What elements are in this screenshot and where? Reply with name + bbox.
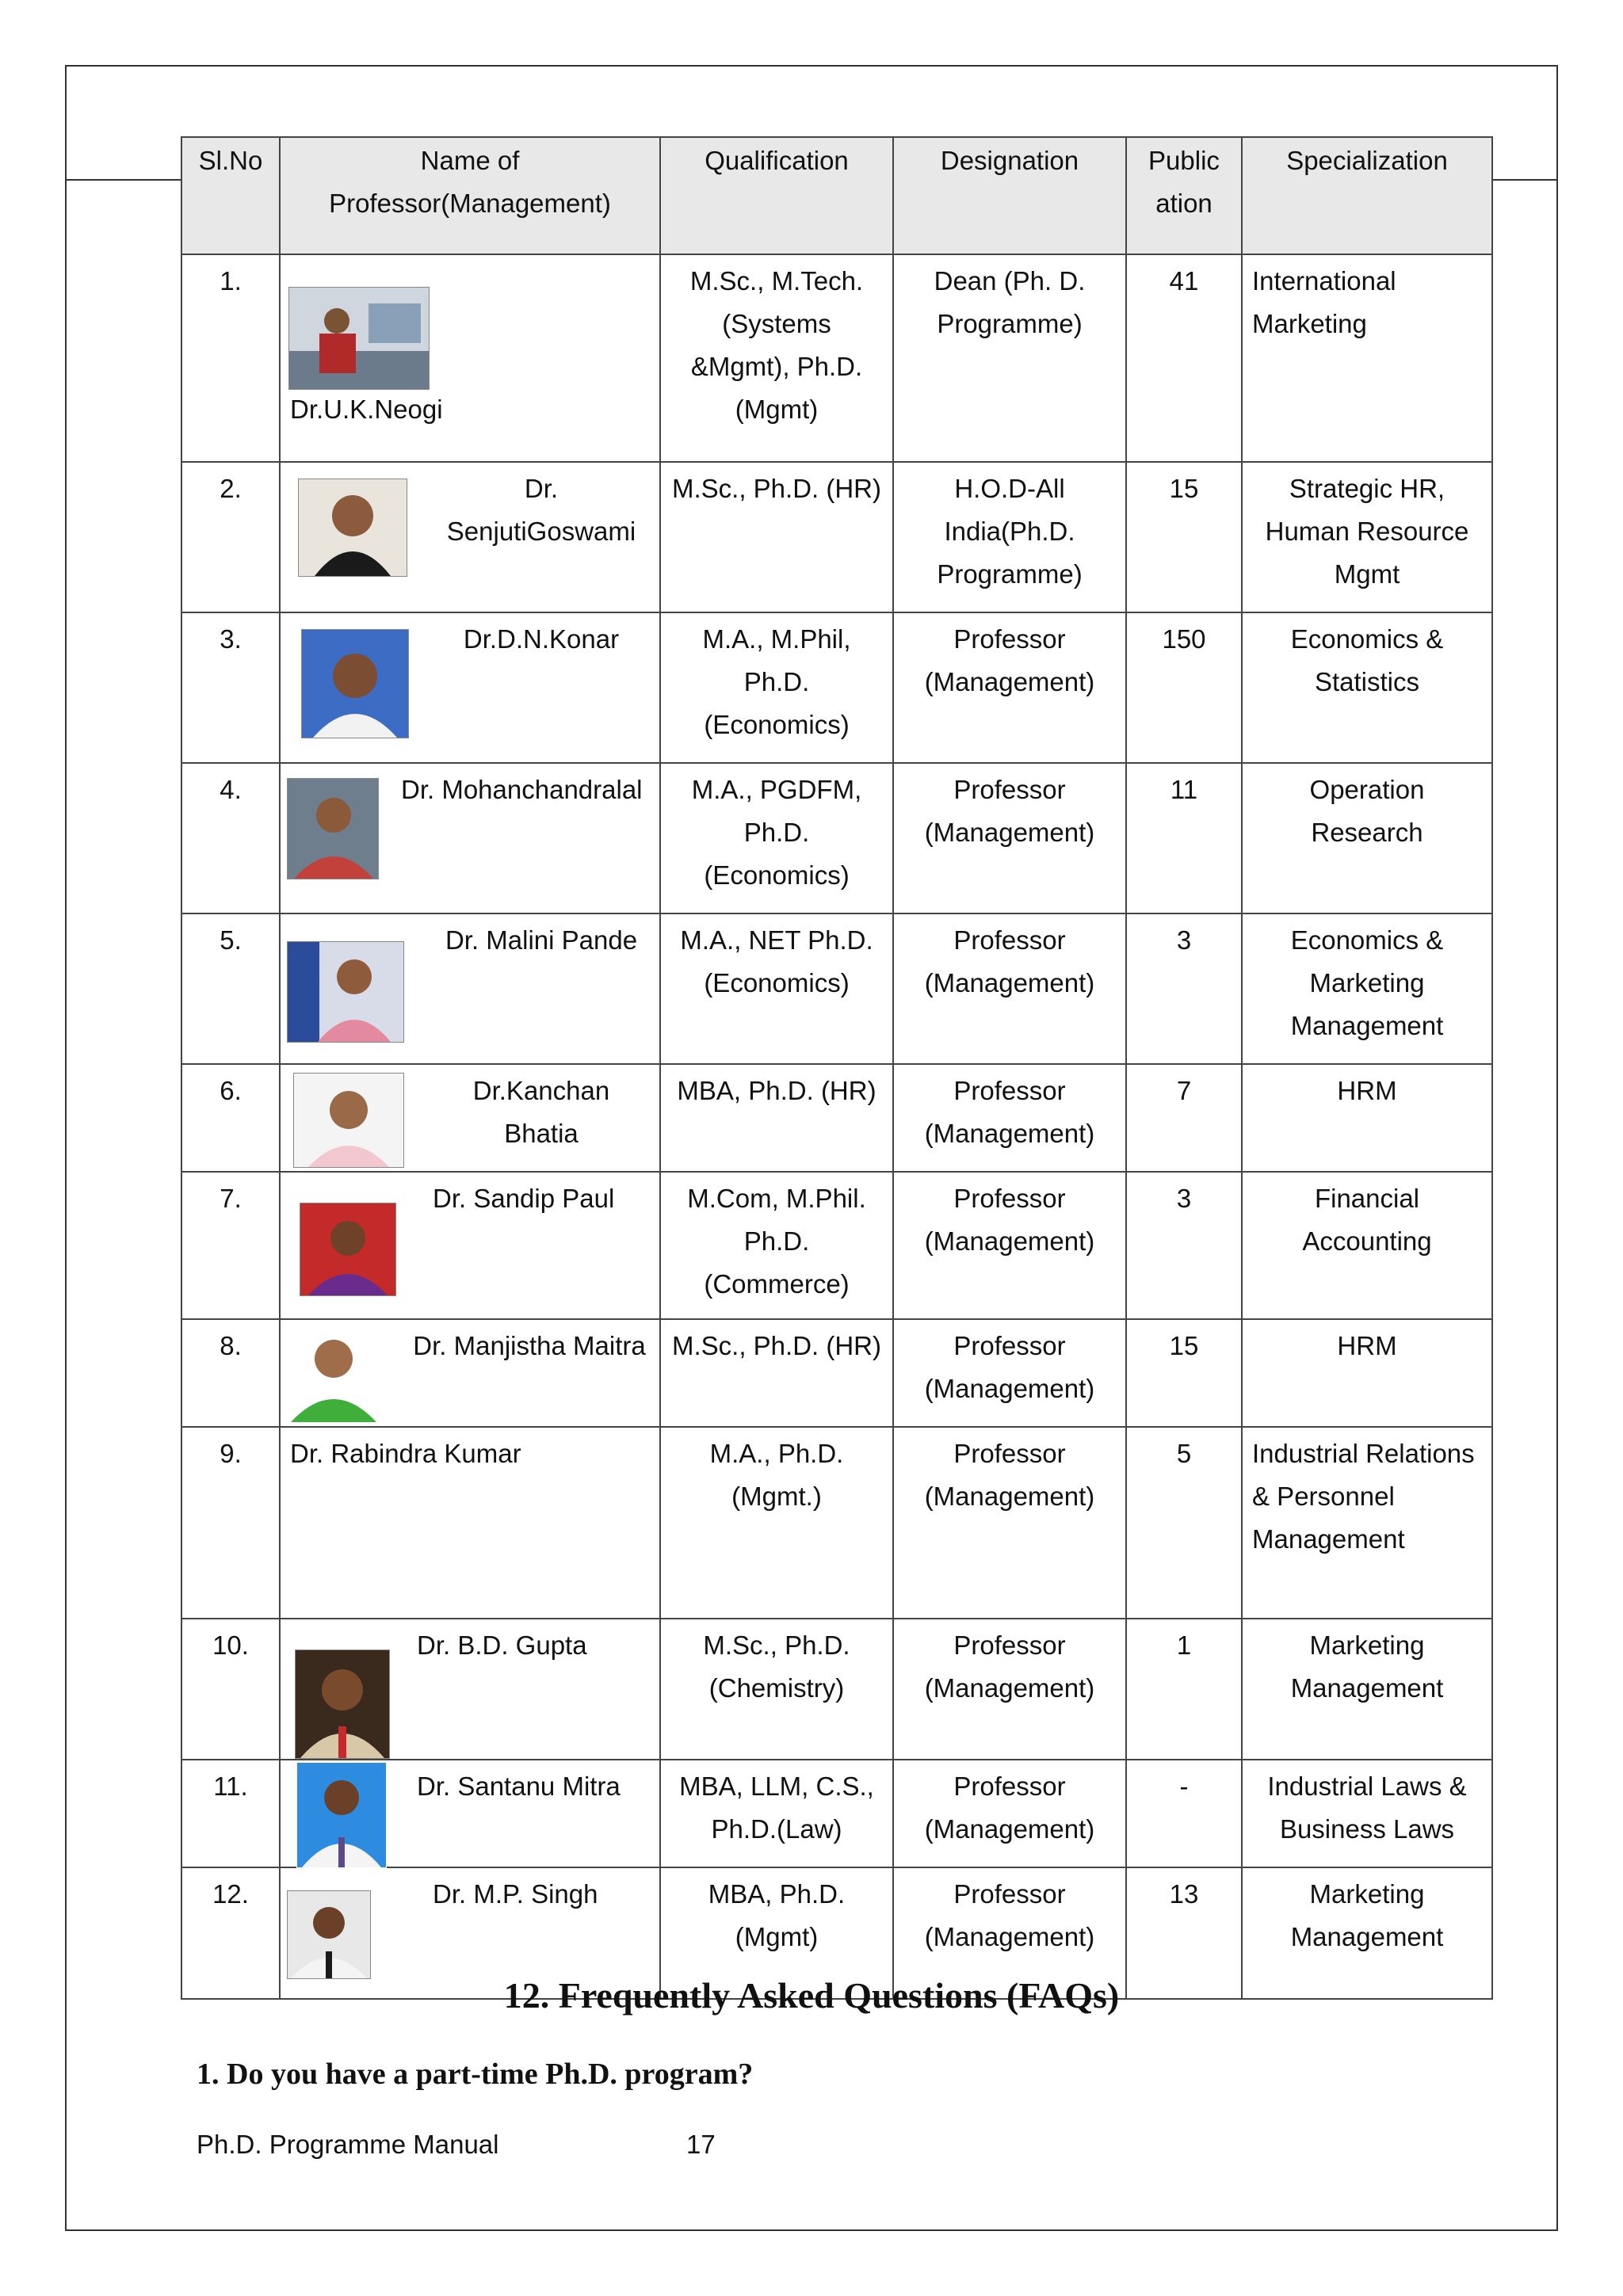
- professor-name: Dr. SenjutiGoswami: [446, 474, 636, 546]
- row-qualification: MBA, Ph.D. (Mgmt): [660, 1867, 893, 1999]
- row-sl: 5.: [181, 913, 280, 1064]
- row-sl: 4.: [181, 763, 280, 913]
- professor-name: Dr.Kanchan Bhatia: [472, 1076, 610, 1148]
- row-designation: Dean (Ph. D. Programme): [893, 254, 1126, 462]
- professor-name: Dr. Sandip Paul: [433, 1184, 615, 1213]
- row-publication: 3: [1126, 1172, 1242, 1319]
- row-name-cell: [280, 612, 660, 763]
- row-qualification: M.Sc., Ph.D. (HR): [660, 1319, 893, 1427]
- header-specialization: Specialization: [1242, 137, 1492, 254]
- row-qualification: MBA, Ph.D. (HR): [660, 1064, 893, 1172]
- professor-name: Dr. Malini Pande: [445, 925, 638, 955]
- professor-photo: [298, 479, 407, 577]
- faculty-table: [181, 136, 1493, 2000]
- table-row: [181, 763, 1492, 913]
- row-specialization: International Marketing: [1242, 254, 1492, 462]
- row-sl: 9.: [181, 1427, 280, 1619]
- table-row: [181, 1619, 1492, 1760]
- row-name-cell: [280, 1319, 660, 1427]
- professor-photo: [293, 1073, 404, 1168]
- row-designation: Professor (Management): [893, 1427, 1126, 1619]
- professor-photo: [296, 1762, 387, 1868]
- professor-photo: [287, 941, 404, 1043]
- professor-name: Dr. M.P. Singh: [433, 1879, 598, 1909]
- row-publication: 5: [1126, 1427, 1242, 1619]
- row-name-cell: [280, 1172, 660, 1319]
- row-qualification: M.Sc., M.Tech. (Systems &Mgmt), Ph.D. (Mgmt): [660, 254, 893, 462]
- row-qualification: M.A., Ph.D. (Mgmt.): [660, 1427, 893, 1619]
- row-sl: 12.: [181, 1867, 280, 1999]
- row-qualification: M.Sc., Ph.D. (Chemistry): [660, 1619, 893, 1760]
- row-specialization: Strategic HR, Human Resource Mgmt: [1242, 462, 1492, 612]
- row-name-cell: [280, 1064, 660, 1172]
- row-designation: Professor (Management): [893, 1064, 1126, 1172]
- table-header: [181, 137, 1492, 254]
- row-specialization: Marketing Management: [1242, 1619, 1492, 1760]
- row-qualification: M.A., M.Phil, Ph.D. (Economics): [660, 612, 893, 763]
- professor-photo: [288, 287, 430, 390]
- professor-photo: [301, 629, 409, 738]
- header-qualification: Qualification: [660, 137, 893, 254]
- professor-name: Dr. Mohanchandralal: [401, 775, 643, 804]
- row-specialization: Operation Research: [1242, 763, 1492, 913]
- row-sl: 7.: [181, 1172, 280, 1319]
- row-name-cell: [280, 1760, 660, 1867]
- row-sl: 11.: [181, 1760, 280, 1867]
- row-sl: 6.: [181, 1064, 280, 1172]
- table-row: [181, 254, 1492, 462]
- row-publication: 3: [1126, 913, 1242, 1064]
- row-specialization: Economics & Statistics: [1242, 612, 1492, 763]
- row-sl: 3.: [181, 612, 280, 763]
- footer-page-number: 17: [686, 2130, 716, 2159]
- professor-photo: [287, 1323, 385, 1423]
- professor-name: Dr. Rabindra Kumar: [290, 1439, 521, 1468]
- row-name-cell: [280, 1427, 660, 1619]
- header-publication: Public ation: [1126, 137, 1242, 254]
- row-specialization: Industrial Laws & Business Laws: [1242, 1760, 1492, 1867]
- row-name-cell: [280, 462, 660, 612]
- table-row: [181, 612, 1492, 763]
- row-publication: 7: [1126, 1064, 1242, 1172]
- professor-photo: [287, 778, 379, 879]
- header-row: [181, 137, 1492, 254]
- footer-manual-title: Ph.D. Programme Manual: [197, 2130, 499, 2159]
- row-name-cell: [280, 913, 660, 1064]
- professor-photo: [300, 1203, 396, 1296]
- row-specialization: Financial Accounting: [1242, 1172, 1492, 1319]
- header-name: Name of Professor(Management): [280, 137, 660, 254]
- professor-name: Dr.U.K.Neogi: [290, 395, 443, 424]
- row-designation: Professor (Management): [893, 1319, 1126, 1427]
- row-qualification: M.A., NET Ph.D. (Economics): [660, 913, 893, 1064]
- row-designation: H.O.D-All India(Ph.D. Programme): [893, 462, 1126, 612]
- row-publication: 11: [1126, 763, 1242, 913]
- professor-name: Dr. Santanu Mitra: [417, 1772, 621, 1801]
- table-row: [181, 1319, 1492, 1427]
- row-specialization: Marketing Management: [1242, 1867, 1492, 1999]
- row-publication: 15: [1126, 462, 1242, 612]
- row-name-cell: [280, 763, 660, 913]
- row-specialization: HRM: [1242, 1319, 1492, 1427]
- row-sl: 10.: [181, 1619, 280, 1760]
- row-designation: Professor (Management): [893, 1619, 1126, 1760]
- table-row: [181, 1064, 1492, 1172]
- row-designation: Professor (Management): [893, 612, 1126, 763]
- row-name-cell: [280, 254, 660, 462]
- professor-photo: [287, 1890, 371, 1979]
- professor-name: Dr.D.N.Konar: [463, 624, 620, 654]
- professor-name: Dr. B.D. Gupta: [417, 1630, 587, 1660]
- row-specialization: Economics & Marketing Management: [1242, 913, 1492, 1064]
- faq-section-title: 12. Frequently Asked Questions (FAQs): [503, 1975, 1120, 2016]
- header-slno: Sl.No: [181, 137, 280, 254]
- row-designation: Professor (Management): [893, 1172, 1126, 1319]
- table-row: [181, 1427, 1492, 1619]
- faq-question: 1. Do you have a part-time Ph.D. program?: [197, 2058, 754, 2091]
- row-sl: 2.: [181, 462, 280, 612]
- row-publication: 1: [1126, 1619, 1242, 1760]
- row-specialization: HRM: [1242, 1064, 1492, 1172]
- table-row: [181, 462, 1492, 612]
- table-row: [181, 1760, 1492, 1867]
- row-qualification: M.Com, M.Phil. Ph.D. (Commerce): [660, 1172, 893, 1319]
- row-designation: Professor (Management): [893, 1760, 1126, 1867]
- row-qualification: M.Sc., Ph.D. (HR): [660, 462, 893, 612]
- professor-photo: [295, 1650, 390, 1759]
- row-publication: 150: [1126, 612, 1242, 763]
- row-sl: 8.: [181, 1319, 280, 1427]
- row-designation: Professor (Management): [893, 913, 1126, 1064]
- row-designation: Professor (Management): [893, 1867, 1126, 1999]
- row-designation: Professor (Management): [893, 763, 1126, 913]
- row-qualification: MBA, LLM, C.S., Ph.D.(Law): [660, 1760, 893, 1867]
- row-specialization: Industrial Relations & Personnel Management: [1242, 1427, 1492, 1619]
- row-qualification: M.A., PGDFM, Ph.D. (Economics): [660, 763, 893, 913]
- row-publication: 15: [1126, 1319, 1242, 1427]
- row-sl: 1.: [181, 254, 280, 462]
- header-designation: Designation: [893, 137, 1126, 254]
- professor-name: Dr. Manjistha Maitra: [413, 1331, 646, 1360]
- row-publication: 13: [1126, 1867, 1242, 1999]
- row-publication: 41: [1126, 254, 1242, 462]
- row-name-cell: [280, 1619, 660, 1760]
- table-body: [181, 254, 1492, 1999]
- table-row: [181, 913, 1492, 1064]
- row-publication: -: [1126, 1760, 1242, 1867]
- table-row: [181, 1172, 1492, 1319]
